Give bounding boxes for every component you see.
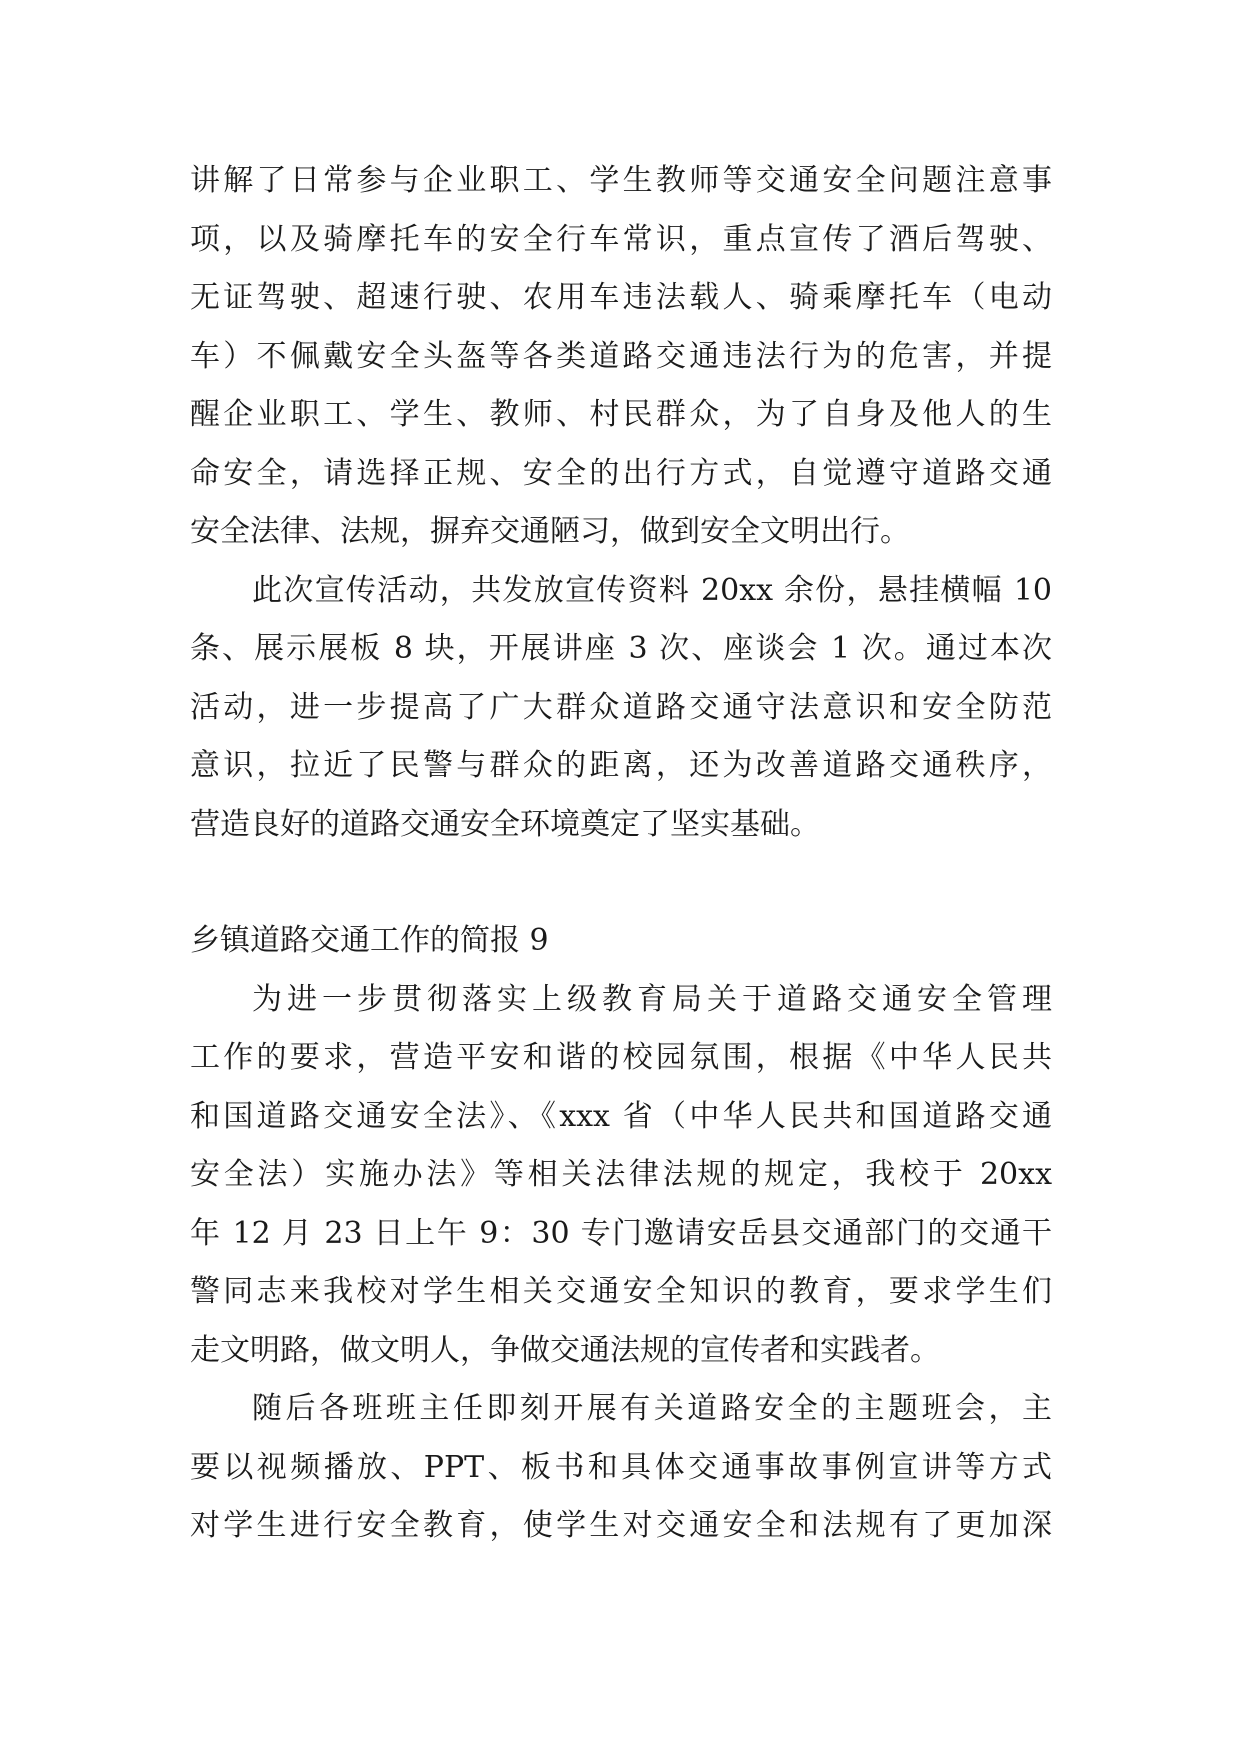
text-line: 要以视频播放、PPT、板书和具体交通事故事例宣讲等方式 bbox=[190, 1449, 1052, 1485]
text-line: 车）不佩戴安全头盔等各类道路交通违法行为的危害，并提 bbox=[190, 338, 1052, 374]
text-line: 无证驾驶、超速行驶、农用车违法载人、骑乘摩托车（电动 bbox=[190, 280, 1052, 315]
text-line: 营造良好的道路交通安全环境奠定了坚实基础。 bbox=[190, 806, 820, 842]
text-line: 对学生进行安全教育，使学生对交通安全和法规有了更加深 bbox=[190, 1508, 1052, 1543]
text-line: 活动，进一步提高了广大群众道路交通守法意识和安全防范 bbox=[190, 689, 1052, 725]
text-line: 此次宣传活动，共发放宣传资料 20xx 余份，悬挂横幅 10 bbox=[252, 572, 1052, 608]
text-line: 条、展示展板 8 块，开展讲座 3 次、座谈会 1 次。通过本次 bbox=[190, 631, 1052, 666]
text-line: 为进一步贯彻落实上级教育局关于道路交通安全管理 bbox=[252, 981, 1052, 1017]
text-line: 和国道路交通安全法》、《xxx 省（中华人民共和国道路交通 bbox=[190, 1098, 1052, 1134]
text-line: 年 12 月 23 日上午 9：30 专门邀请安岳县交通部门的交通干 bbox=[190, 1215, 1052, 1251]
text-line: 走文明路，做文明人，争做交通法规的宣传者和实践者。 bbox=[190, 1332, 940, 1368]
paragraph-summary bbox=[190, 562, 1052, 855]
text-line: 安全法）实施办法》等相关法律法规的规定，我校于 20xx bbox=[190, 1157, 1052, 1192]
paragraph-continued bbox=[190, 152, 1052, 562]
text-line: 醒企业职工、学生、教师、村民群众，为了自身及他人的生 bbox=[190, 397, 1052, 432]
document-body bbox=[190, 152, 1052, 1556]
paragraph-followup bbox=[190, 1380, 1052, 1556]
text-line: 意识，拉近了民警与群众的距离，还为改善道路交通秩序， bbox=[190, 748, 1052, 783]
text-line: 警同志来我校对学生相关交通安全知识的教育，要求学生们 bbox=[190, 1274, 1052, 1309]
paragraph-intro bbox=[190, 971, 1052, 1381]
text-line: 安全法律、法规，摒弃交通陋习，做到安全文明出行。 bbox=[190, 514, 910, 549]
text-line: 讲解了日常参与企业职工、学生教师等交通安全问题注意事 bbox=[190, 163, 1052, 198]
text-line: 命安全，请选择正规、安全的出行方式，自觉遵守道路交通 bbox=[190, 455, 1052, 491]
text-line: 项，以及骑摩托车的安全行车常识，重点宣传了酒后驾驶、 bbox=[190, 221, 1052, 257]
text-line: 随后各班班主任即刻开展有关道路安全的主题班会，主 bbox=[252, 1391, 1052, 1426]
text-line: 工作的要求，营造平安和谐的校园氛围，根据《中华人民共 bbox=[190, 1040, 1052, 1075]
section-heading: 乡镇道路交通工作的简报 9 bbox=[190, 923, 549, 958]
